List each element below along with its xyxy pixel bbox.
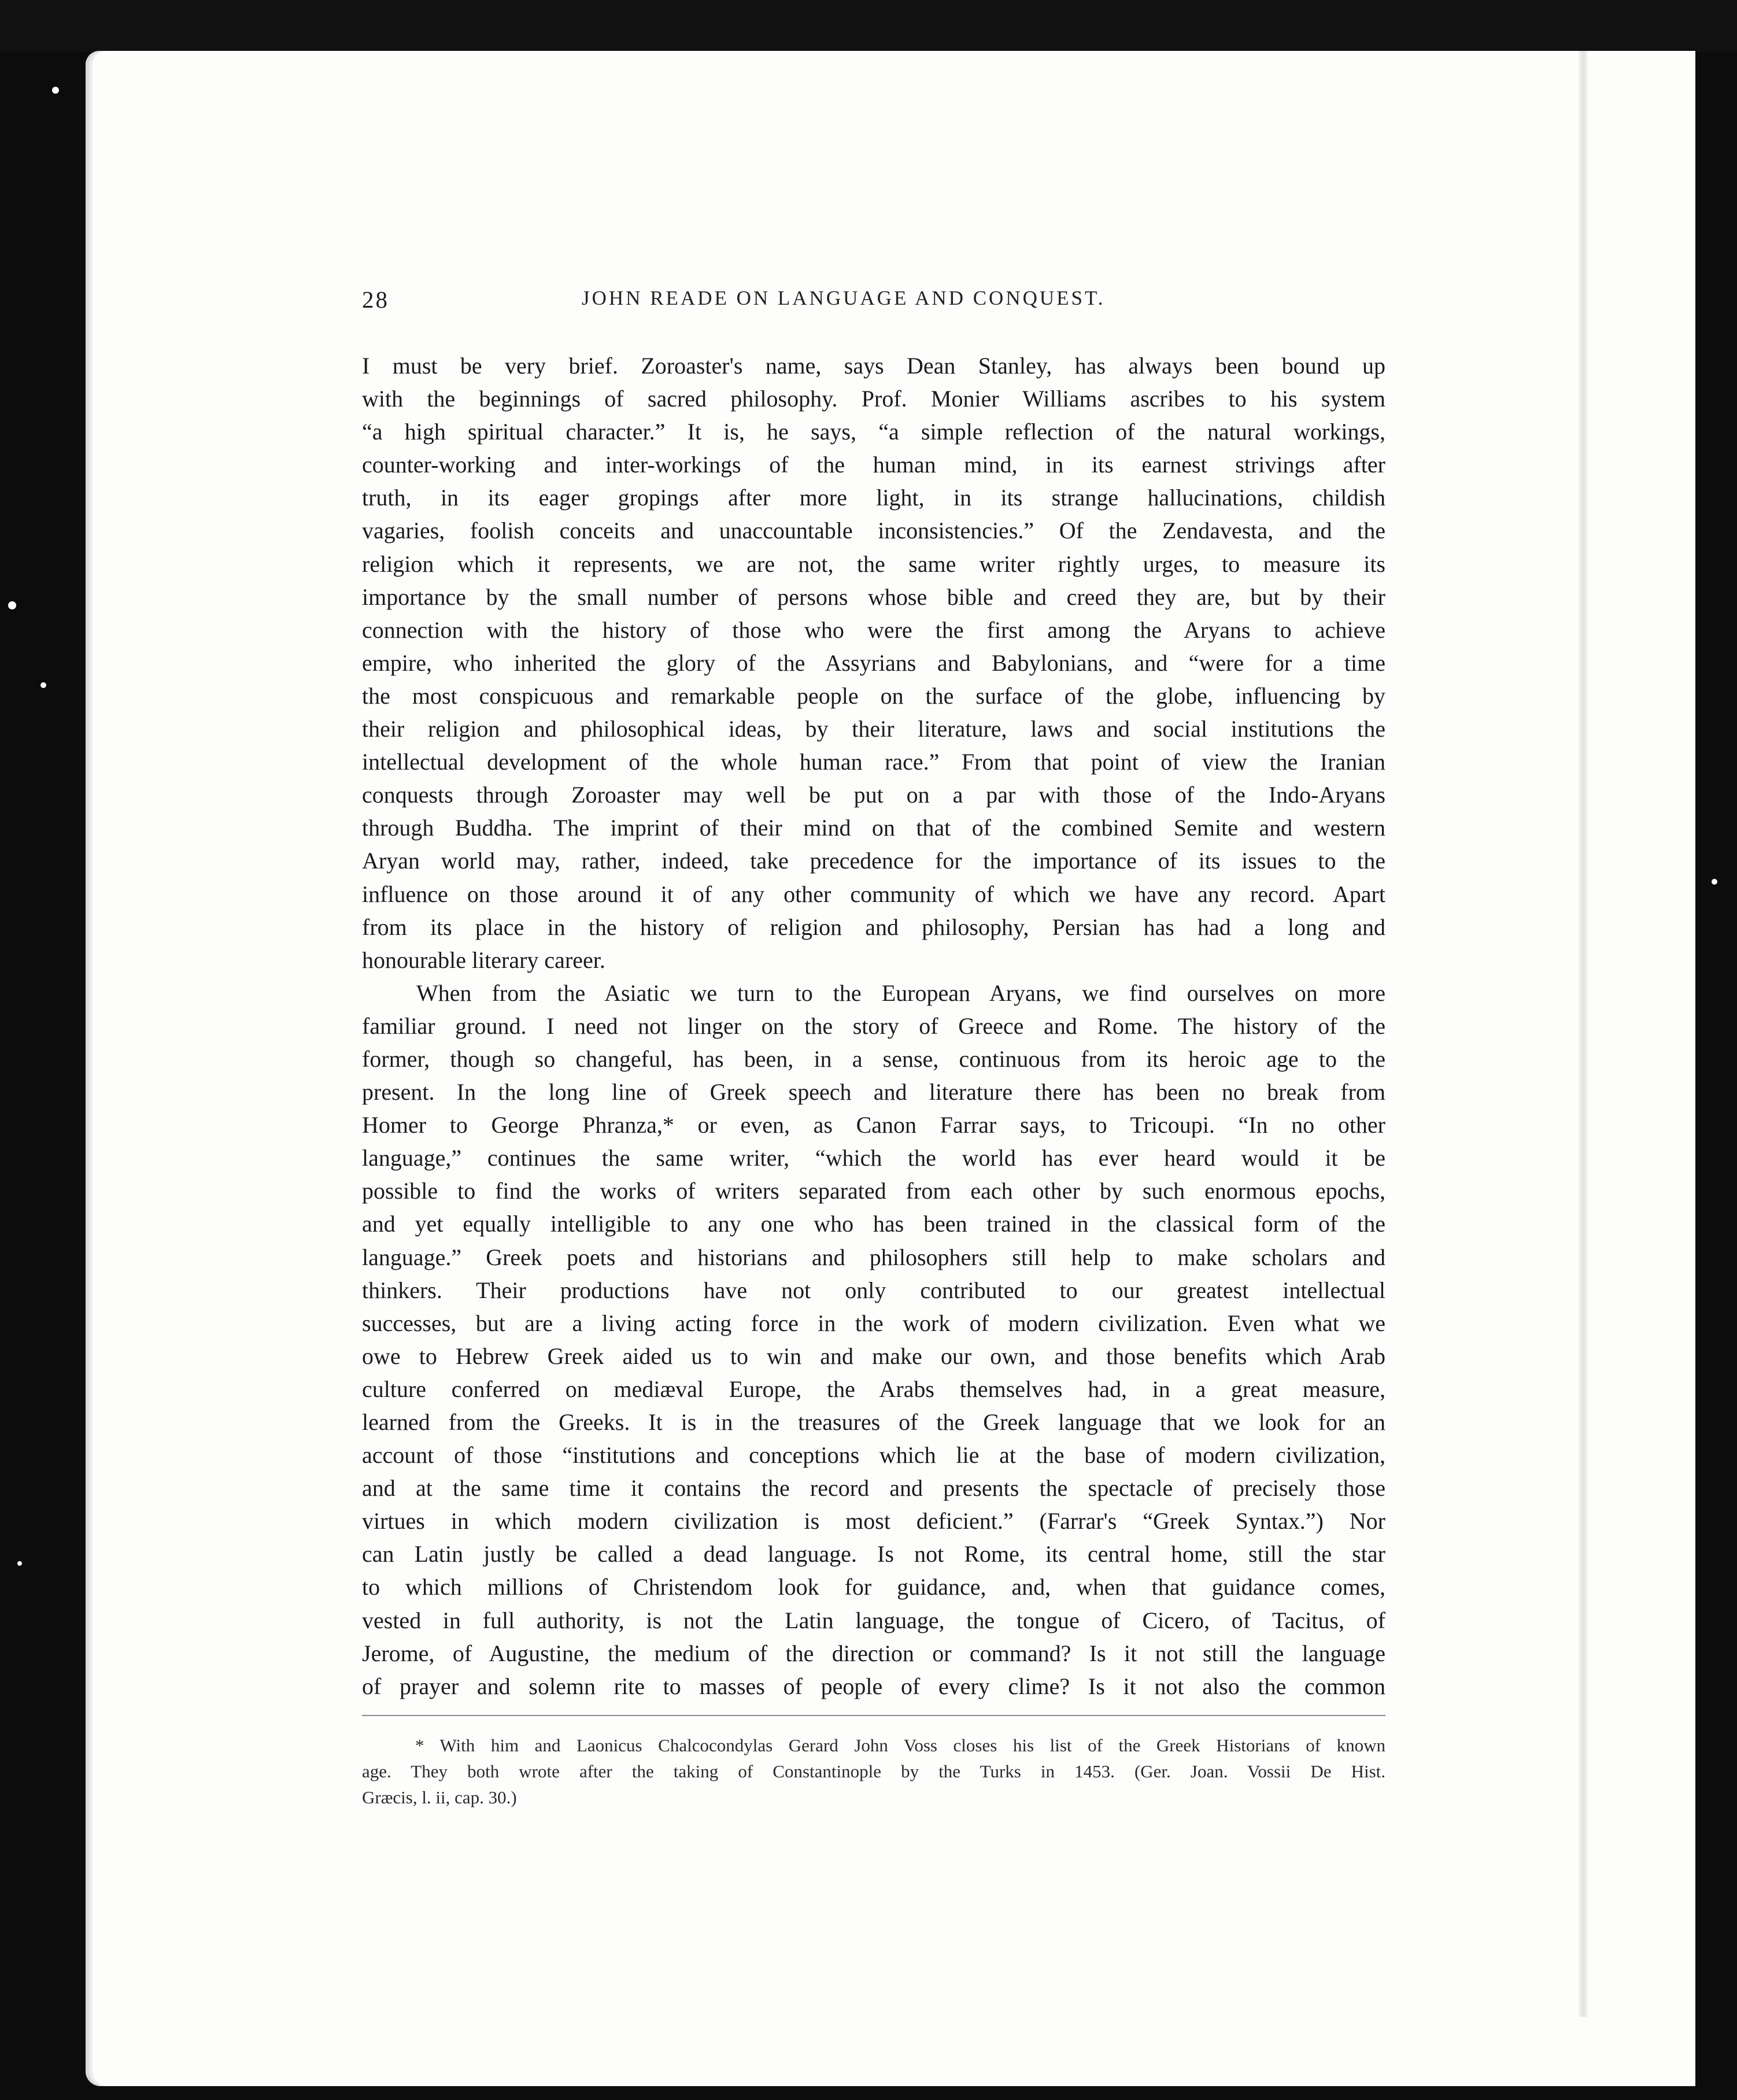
text-line: present. In the long line of Greek speech and literature there has been no break from (362, 1079, 1385, 1106)
text-line: truth, in its eager gropings after more light, in its strange hallucinations, childish (362, 485, 1385, 511)
text-line: Homer to George Phranza,* or even, as Canon Farrar says, to Tricoupi. “In no other (362, 1112, 1385, 1138)
page-fold-shadow (1579, 51, 1588, 2017)
text-line: honourable literary career. (362, 947, 605, 973)
running-title: JOHN READE ON LANGUAGE AND CONQUEST. (582, 287, 1106, 309)
footnote-line: age. They both wrote after the taking of Constantinople by the Turks in 1453. (Ger. Joan. Vossii De Hist. (362, 1761, 1385, 1781)
text-line: virtues in which modern civilization is most deficient.” (Farrar's “Greek Syntax.”) Nor (362, 1508, 1385, 1535)
text-line: intellectual development of the whole human race.” From that point of view the Iranian (362, 749, 1385, 775)
text-line: with the beginnings of sacred philosophy. Prof. Monier Williams ascribes to his system (362, 386, 1385, 412)
text-line: influence on those around it of any other community of which we have any record. Apart (362, 881, 1385, 907)
text-line: their religion and philosophical ideas, by their literature, laws and social institutions the (362, 716, 1385, 742)
text-line: to which millions of Christendom look for guidance, and, when that guidance comes, (362, 1574, 1385, 1600)
footnote (362, 1732, 1385, 1810)
text-line: counter-working and inter-workings of the human mind, in its earnest strivings after (362, 452, 1385, 478)
text-line: religion which it represents, we are not, the same writer rightly urges, to measure its (362, 550, 1385, 577)
footnote-line: * With him and Laonicus Chalcocondylas Gerard John Voss closes his list of the Greek Historians of known (415, 1735, 1385, 1755)
text-line: former, though so changeful, has been, in a sense, continuous from its heroic age to the (362, 1045, 1385, 1072)
text-line: I must be very brief. Zoroaster's name, says Dean Stanley, has always been bound up (362, 353, 1385, 379)
text-line: “a high spiritual character.” It is, he says, “a simple reflection of the natural workings, (362, 419, 1385, 445)
footnote-line: Græcis, l. ii, cap. 30.) (362, 1787, 517, 1807)
text-line: learned from the Greeks. It is in the treasures of the Greek language that we look for an (362, 1409, 1385, 1435)
text-line: the most conspicuous and remarkable people on the surface of the globe, influencing by (362, 682, 1385, 709)
text-line: of prayer and solemn rite to masses of people of every clime? Is it not also the common (362, 1673, 1385, 1699)
text-line: successes, but are a living acting force in the work of modern civilization. Even what we (362, 1310, 1385, 1336)
text-line: Jerome, of Augustine, the medium of the direction or command? Is it not still the language (362, 1640, 1385, 1666)
text-line: vagaries, foolish conceits and unaccountable inconsistencies.” Of the Zendavesta, and the (362, 517, 1385, 544)
footnote-divider (362, 1715, 1385, 1716)
text-line: culture conferred on mediæval Europe, the Arabs themselves had, in a great measure, (362, 1376, 1385, 1402)
text-line: language,” continues the same writer, “which the world has ever heard would it be (362, 1145, 1385, 1171)
text-line: language.” Greek poets and historians and philosophers still help to make scholars and (362, 1244, 1385, 1270)
text-line: Aryan world may, rather, indeed, take precedence for the importance of its issues to the (362, 848, 1385, 874)
text-line: and at the same time it contains the record and presents the spectacle of precisely those (362, 1475, 1385, 1502)
text-line: can Latin justly be called a dead language. Is not Rome, its central home, still the star (362, 1541, 1385, 1567)
text-line: familiar ground. I need not linger on the story of Greece and Rome. The history of the (362, 1012, 1385, 1039)
text-line: thinkers. Their productions have not only contributed to our greatest intellectual (362, 1277, 1385, 1303)
text-line: from its place in the history of religion and philosophy, Persian has had a long and (362, 914, 1385, 940)
text-line: importance by the small number of persons whose bible and creed they are, but by their (362, 583, 1385, 610)
text-line: When from the Asiatic we turn to the European Aryans, we find ourselves on more (416, 979, 1385, 1006)
text-line: owe to Hebrew Greek aided us to win and make our own, and those benefits which Arab (362, 1343, 1385, 1369)
scan-dark-border (0, 0, 1737, 52)
text-line: account of those “institutions and conceptions which lie at the base of modern civilization, (362, 1442, 1385, 1469)
text-line: through Buddha. The imprint of their mind on that of the combined Semite and western (362, 815, 1385, 841)
text-line: possible to find the works of writers separated from each other by such enormous epochs, (362, 1178, 1385, 1204)
text-line: vested in full authority, is not the Latin language, the tongue of Cicero, of Tacitus, of (362, 1607, 1385, 1633)
page-header (362, 286, 1158, 320)
text-line: and yet equally intelligible to any one who has been trained in the classical form of the (362, 1211, 1385, 1237)
text-line: empire, who inherited the glory of the Assyrians and Babylonians, and “were for a time (362, 649, 1385, 676)
page-number: 28 (362, 286, 389, 313)
body-text (362, 349, 1385, 1703)
text-line: connection with the history of those who were the first among the Aryans to achieve (362, 616, 1385, 643)
text-line: conquests through Zoroaster may well be put on a par with those of the Indo-Aryans (362, 782, 1385, 808)
